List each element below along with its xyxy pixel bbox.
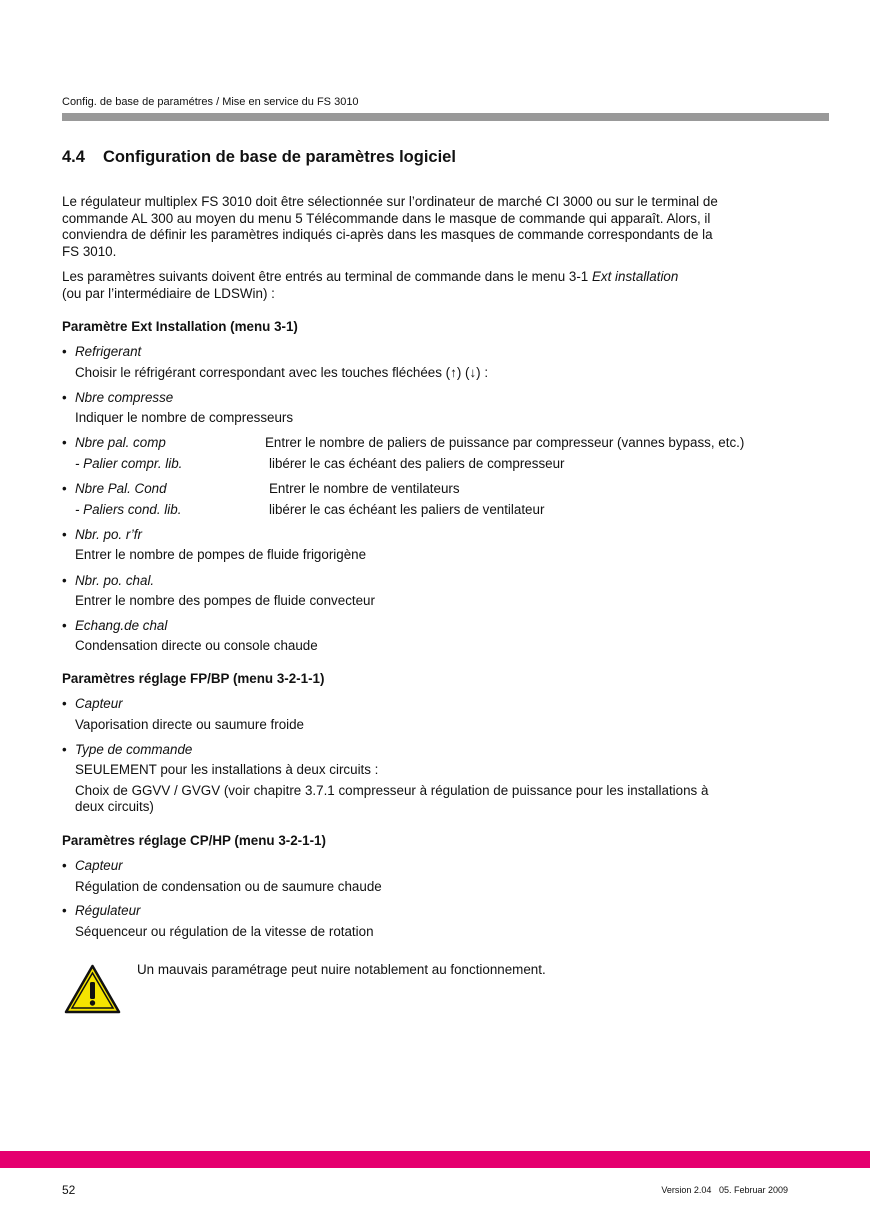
- warning-icon: [64, 964, 121, 1014]
- bullet-icon: •: [62, 481, 67, 496]
- bullet-icon: •: [62, 344, 67, 359]
- bullet-icon: •: [62, 903, 67, 918]
- param-name: Echang.de chal: [75, 618, 168, 633]
- header-rule: [62, 113, 829, 121]
- param-name: Type de commande: [75, 742, 193, 757]
- intro-line: commande AL 300 au moyen du menu 5 Télécommande dans le masque de commande qui apparaît. Alors, il: [62, 211, 711, 226]
- bullet-icon: •: [62, 573, 67, 588]
- param-desc: Choix de GGVV / GVGV (voir chapitre 3.7.1 compresseur à régulation de puissance pour les installations à: [75, 783, 709, 798]
- footer-bar: [0, 1151, 870, 1168]
- param-name: Nbre compresse: [75, 390, 174, 405]
- param-desc: deux circuits): [75, 799, 154, 814]
- bullet-icon: •: [62, 742, 67, 757]
- param-desc: Régulation de condensation ou de saumure chaude: [75, 879, 382, 894]
- intro-line: Le régulateur multiplex FS 3010 doit être sélectionnée sur l’ordinateur de marché CI 3000 ou sur le terminal de: [62, 194, 718, 209]
- intro-line: FS 3010.: [62, 244, 117, 259]
- param-name: Régulateur: [75, 903, 141, 918]
- param-sub-desc: libérer le cas échéant des paliers de compresseur: [269, 456, 565, 471]
- param-desc: Séquenceur ou régulation de la vitesse de rotation: [75, 924, 374, 939]
- bullet-icon: •: [62, 527, 67, 542]
- param-desc: Entrer le nombre des pompes de fluide convecteur: [75, 593, 375, 608]
- subheading: Paramètre Ext Installation (menu 3-1): [62, 319, 298, 334]
- param-desc: Entrer le nombre de pompes de fluide frigorigène: [75, 547, 367, 562]
- param-desc: Choisir le réfrigérant correspondant avec les touches fléchées (↑) (↓) :: [75, 365, 489, 380]
- subheading: Paramètres réglage FP/BP (menu 3-2-1-1): [62, 671, 325, 686]
- param-name: Nbre Pal. Cond: [75, 481, 167, 496]
- param-desc: SEULEMENT pour les installations à deux circuits :: [75, 762, 379, 777]
- param-name: Nbr. po. r’fr: [75, 527, 142, 542]
- param-name: Capteur: [75, 858, 123, 873]
- param-name: Refrigerant: [75, 344, 142, 359]
- bullet-icon: •: [62, 696, 67, 711]
- param-desc: Vaporisation directe ou saumure froide: [75, 717, 305, 732]
- bullet-icon: •: [62, 435, 67, 450]
- param-desc: Condensation directe ou console chaude: [75, 638, 318, 653]
- intro2-line2: (ou par l’intermédiaire de LDSWin) :: [62, 286, 275, 301]
- param-desc: Entrer le nombre de ventilateurs: [269, 481, 460, 496]
- param-sub-desc: libérer le cas échéant les paliers de ventilateur: [269, 502, 545, 517]
- section-title: 4.4 Configuration de base de paramètres logiciel: [62, 148, 456, 166]
- param-sub-name: - Palier compr. lib.: [75, 456, 183, 471]
- bullet-icon: •: [62, 390, 67, 405]
- param-desc: Entrer le nombre de paliers de puissance par compresseur (vannes bypass, etc.): [265, 435, 745, 450]
- warning-text: Un mauvais paramétrage peut nuire notablement au fonctionnement.: [137, 962, 546, 977]
- param-sub-name: - Paliers cond. lib.: [75, 502, 182, 517]
- intro-line: conviendra de définir les paramètres indiqués ci-après dans les masques de commande correspondants de la: [62, 227, 713, 242]
- version-date: Version 2.04 05. Februar 2009: [661, 1185, 788, 1195]
- running-header: Config. de base de paramétres / Mise en service du FS 3010: [62, 96, 359, 108]
- bullet-icon: •: [62, 858, 67, 873]
- param-name: Nbr. po. chal.: [75, 573, 155, 588]
- intro2-line1: Les paramètres suivants doivent être entrés au terminal de commande dans le menu 3-1 Ext installation: [62, 269, 679, 284]
- param-desc: Indiquer le nombre de compresseurs: [75, 410, 294, 425]
- subheading: Paramètres réglage CP/HP (menu 3-2-1-1): [62, 833, 326, 848]
- page-number: 52: [62, 1183, 76, 1197]
- param-name: Capteur: [75, 696, 123, 711]
- bullet-icon: •: [62, 618, 67, 633]
- param-name: Nbre pal. comp: [75, 435, 166, 450]
